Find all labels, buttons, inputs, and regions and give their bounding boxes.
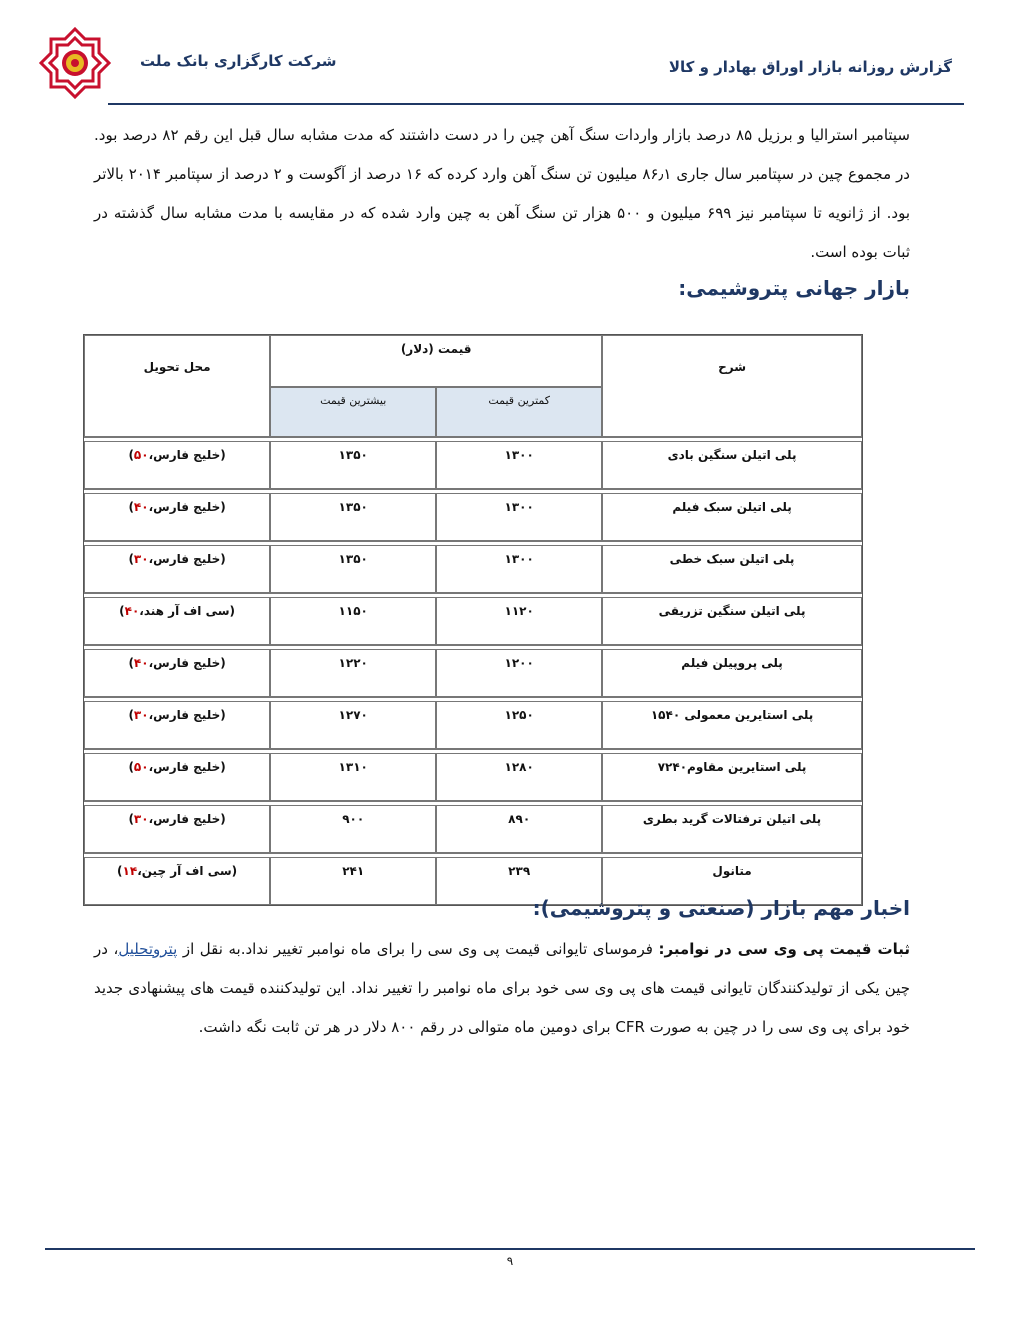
table-row xyxy=(84,701,862,749)
section-title-news: اخبار مهم بازار (صنعتی و پتروشیمی): xyxy=(532,896,910,920)
delivery-days: ۴۰ xyxy=(133,500,149,514)
page-header xyxy=(0,0,1020,110)
source-link[interactable]: پتروتحلیل xyxy=(118,940,178,958)
table-row xyxy=(84,545,862,593)
delivery-close: ) xyxy=(128,500,134,514)
delivery-close: ) xyxy=(128,552,134,566)
delivery-close: ) xyxy=(128,760,134,774)
product-name: پلی اتیلن سبک فیلم xyxy=(602,493,862,541)
product-name: متانول xyxy=(602,857,862,905)
col-header-delivery: محل تحویل xyxy=(84,335,270,437)
table-row xyxy=(84,753,862,801)
footer-divider xyxy=(45,1248,975,1250)
delivery-place: (سی اف آر هند، xyxy=(139,604,236,618)
delivery-close: ) xyxy=(128,812,134,826)
max-price: ۲۴۱ xyxy=(270,857,436,905)
delivery-location xyxy=(84,493,270,541)
min-price: ۱۲۵۰ xyxy=(436,701,602,749)
petrochemical-price-table xyxy=(83,334,863,906)
delivery-place: (سی اف آر چین، xyxy=(137,864,238,878)
min-price: ۱۳۰۰ xyxy=(436,545,602,593)
table-row xyxy=(84,649,862,697)
delivery-days: ۳۰ xyxy=(133,812,149,826)
delivery-days: ۱۴ xyxy=(122,864,138,878)
intro-paragraph: سپتامبر استرالیا و برزیل ۸۵ درصد بازار واردات سنگ آهن چین را در دست داشتند که مدت مشابه سال قبل این رقم ۸۲ درصد بود. در مجموع چین در سپتامبر سال جاری ۸۶٫۱ میلیون تن سنگ آهن وارد کرده که ۱۶ درصد از آگوست و ۲ درصد از سپتامبر ۲۰۱۴ بالاتر بود. از ژانویه تا سپتامبر نیز ۶۹۹ میلیون و ۵۰۰ هزار تن سنگ آهن به چین وارد شده که در مقایسه با مدت مشابه سال گذشته در ثبات بوده است. xyxy=(94,126,911,261)
news-text-b: ، در چین یکی از تولیدکنندگان تایوانی قیمت های پی وی سی خود برای ماه نوامبر را تغییر نداد. این تولیدکننده قیمت های پیشنهادی جدید خود برای پی وی سی را در چین به صورت CFR برای دومین ماه متوالی در رقم ۸۰۰ دلار در هر تن ثابت نگه داشت. xyxy=(94,940,910,1036)
news-lead: ثبات قیمت پی وی سی در نوامبر: xyxy=(658,940,910,958)
col-header-max-price: بیشترین قیمت xyxy=(270,387,436,437)
max-price: ۱۲۷۰ xyxy=(270,701,436,749)
delivery-location xyxy=(84,441,270,489)
product-name: پلی اتیلن سبک خطی xyxy=(602,545,862,593)
max-price: ۱۲۲۰ xyxy=(270,649,436,697)
delivery-days: ۴۰ xyxy=(133,656,149,670)
delivery-days: ۴۰ xyxy=(124,604,140,618)
min-price: ۱۳۰۰ xyxy=(436,493,602,541)
delivery-location xyxy=(84,857,270,905)
delivery-location xyxy=(84,753,270,801)
delivery-close: ) xyxy=(117,864,123,878)
min-price: ۱۱۲۰ xyxy=(436,597,602,645)
report-title: گزارش روزانه بازار اوراق بهادار و کالا xyxy=(668,58,952,76)
bank-mellat-logo-icon xyxy=(38,26,112,100)
page-number: ۹ xyxy=(506,1254,514,1268)
max-price: ۱۳۵۰ xyxy=(270,493,436,541)
delivery-days: ۵۰ xyxy=(133,448,149,462)
delivery-close: ) xyxy=(119,604,125,618)
max-price: ۱۱۵۰ xyxy=(270,597,436,645)
delivery-place: (خلیج فارس، xyxy=(148,708,226,722)
delivery-place: (خلیج فارس، xyxy=(148,760,226,774)
table-row xyxy=(84,493,862,541)
delivery-close: ) xyxy=(128,708,134,722)
min-price: ۱۲۰۰ xyxy=(436,649,602,697)
product-name: پلی پروپیلن فیلم xyxy=(602,649,862,697)
product-name: پلی اتیلن سنگین بادی xyxy=(602,441,862,489)
product-name: پلی اتیلن ترفتالات گرید بطری xyxy=(602,805,862,853)
delivery-days: ۵۰ xyxy=(133,760,149,774)
header-divider xyxy=(108,103,964,105)
min-price: ۱۲۸۰ xyxy=(436,753,602,801)
delivery-place: (خلیج فارس، xyxy=(148,812,226,826)
delivery-place: (خلیج فارس، xyxy=(148,552,226,566)
table-row xyxy=(84,805,862,853)
delivery-place: (خلیج فارس، xyxy=(148,656,226,670)
max-price: ۱۳۵۰ xyxy=(270,441,436,489)
news-text-a: فرموسای تایوانی قیمت پی وی سی را برای ماه نوامبر تغییر نداد.به نقل از xyxy=(177,940,659,958)
product-name: پلی استایرین معمولی ۱۵۴۰ xyxy=(602,701,862,749)
min-price: ۱۳۰۰ xyxy=(436,441,602,489)
section-title-petrochemical: بازار جهانی پتروشیمی: xyxy=(678,276,910,300)
delivery-location xyxy=(84,597,270,645)
min-price: ۸۹۰ xyxy=(436,805,602,853)
max-price: ۱۳۱۰ xyxy=(270,753,436,801)
company-name: شرکت کارگزاری بانک ملت xyxy=(140,52,337,70)
delivery-place: (خلیج فارس، xyxy=(148,448,226,462)
delivery-location xyxy=(84,805,270,853)
delivery-days: ۳۰ xyxy=(133,552,149,566)
delivery-location xyxy=(84,701,270,749)
max-price: ۱۳۵۰ xyxy=(270,545,436,593)
delivery-close: ) xyxy=(128,448,134,462)
delivery-close: ) xyxy=(128,656,134,670)
col-header-description: شرح xyxy=(602,335,862,437)
news-paragraph xyxy=(94,930,910,1047)
product-name: پلی اتیلن سنگین تزریقی xyxy=(602,597,862,645)
col-header-min-price: کمترین قیمت xyxy=(436,387,602,437)
delivery-place: (خلیج فارس، xyxy=(148,500,226,514)
col-header-price: قیمت (دلار) xyxy=(270,335,602,387)
max-price: ۹۰۰ xyxy=(270,805,436,853)
table-row xyxy=(84,597,862,645)
min-price: ۲۳۹ xyxy=(436,857,602,905)
delivery-location xyxy=(84,649,270,697)
table-row xyxy=(84,441,862,489)
product-name: پلی استایرین مقاوم۷۲۴۰ xyxy=(602,753,862,801)
delivery-location xyxy=(84,545,270,593)
delivery-days: ۳۰ xyxy=(133,708,149,722)
